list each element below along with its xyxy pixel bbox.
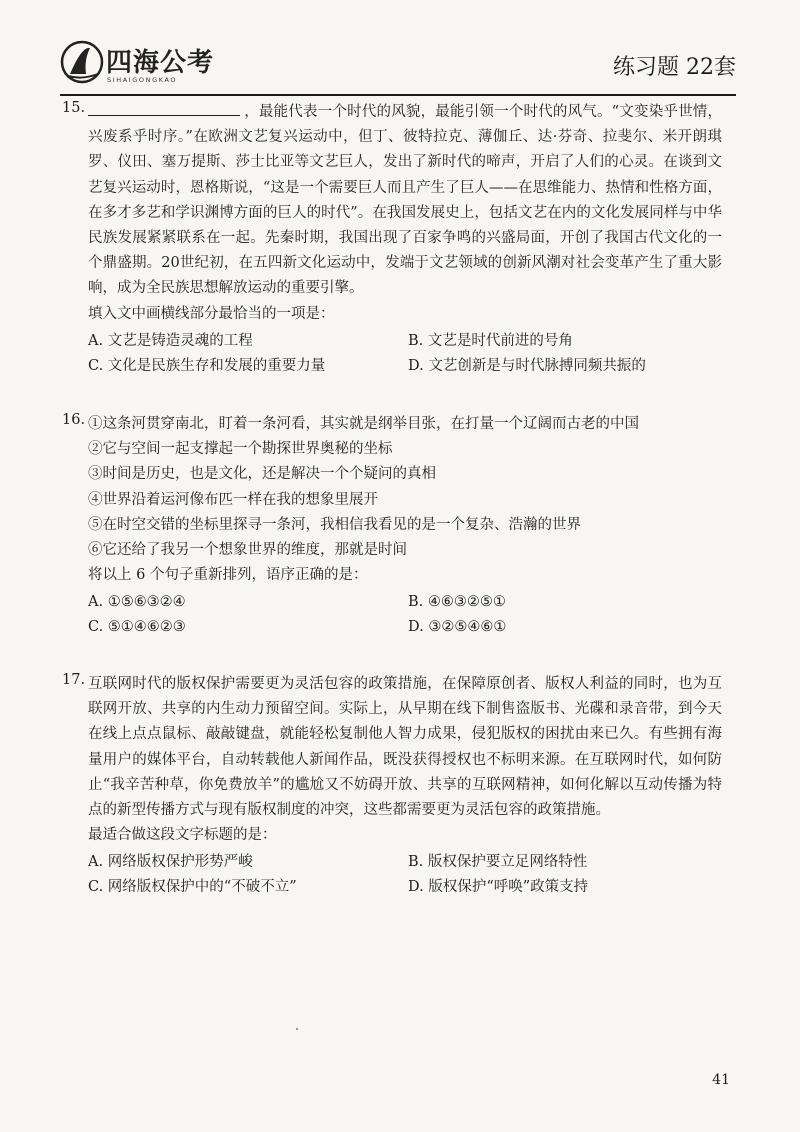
sentence-4: ④世界沿着运河像布匹一样在我的想象里展开 xyxy=(88,491,378,508)
question-prompt: 最适合做这段文字标题的是： xyxy=(88,827,277,844)
question-prompt: 填入文中画横线部分最恰当的一项是： xyxy=(88,305,335,322)
question-number: 17. xyxy=(62,672,86,688)
option-b[interactable]: B. 文艺是时代前进的号角 xyxy=(408,332,573,349)
option-c[interactable]: C. 网络版权保护中的“不破不立” xyxy=(88,879,297,896)
logo xyxy=(60,36,300,92)
options xyxy=(88,329,722,379)
logo-text: 四海公考 xyxy=(106,48,215,78)
options xyxy=(88,850,722,900)
page-header xyxy=(60,36,736,96)
question-prompt: 将以上 6 个句子重新排列，语序正确的是： xyxy=(88,567,368,584)
question-16 xyxy=(62,412,722,640)
logo-subtext: SIHAIGONGKAO xyxy=(107,76,178,84)
question-17 xyxy=(62,672,722,900)
option-a[interactable]: A. ①⑤⑥③②④ xyxy=(88,594,186,611)
question-passage xyxy=(88,100,722,302)
question-number: 16. xyxy=(62,412,86,428)
question-number: 15. xyxy=(62,100,86,116)
options xyxy=(88,590,722,640)
option-c[interactable]: C. 文化是民族生存和发展的重要力量 xyxy=(88,357,326,374)
option-d[interactable]: D. 版权保护“呼唤”政策支持 xyxy=(408,879,589,896)
passage-text: ，最能代表一个时代的风貌，最能引领一个时代的风气。“文变染乎世情，兴废系乎时序。”在欧洲文艺复兴运动中，但丁、彼特拉克、薄伽丘、达·芬奇、拉斐尔、米开朗琪罗、仪田、塞万提斯、莎士比亚等文艺巨人，发出了新时代的啼声，开启了人们的心灵。在谈到文艺复兴运动时，恩格斯说，“这是一个需要巨人而且产生了巨人——在思维能力、热情和性格方面，在多才多艺和学识渊博方面的巨人的时代”。在我国发展史上，包括文艺在内的文化发展同样与中华民族发展紧紧联系在一起。先秦时期，我国出现了百家争鸣的兴盛局面，开创了我国古代文化的一个鼎盛期。20世纪初，在五四新文化运动中，发端于文艺领域的创新风潮对社会变革产生了重大影响，成为全民族思想解放运动的重要引擎。 xyxy=(88,104,722,297)
scan-speck xyxy=(296,1028,298,1030)
option-a[interactable]: A. 网络版权保护形势严峻 xyxy=(88,854,253,871)
sentence-3: ③时间是历史，也是文化，还是解决一个个疑问的真相 xyxy=(88,466,436,483)
option-b[interactable]: B. 版权保护要立足网络特性 xyxy=(408,854,588,871)
header-divider xyxy=(60,94,736,96)
question-passage: 互联网时代的版权保护需要更为灵活包容的政策措施，在保障原创者、版权人利益的同时，也为互联网开放、共享的内生动力预留空间。实际上，从早期在线下制售盗版书、光碟和录音带，到今天在线上点点鼠标、敲敲键盘，就能轻松复制他人智力成果，侵犯版权的困扰由来已久。有些拥有海量用户的媒体平台，自动转载他人新闻作品，既没获得授权也不标明来源。在互联网时代，如何防止“我辛苦种草，你免费放羊”的尴尬又不妨碍开放、共享的互联网精神，如何化解以互动传播为特点的新型传播方式与现有版权制度的冲突，这些都需要更为灵活包容的政策措施。 xyxy=(88,676,722,819)
page-number: 41 xyxy=(712,1072,730,1088)
fill-blank xyxy=(88,101,240,116)
option-b[interactable]: B. ④⑥③②⑤① xyxy=(408,594,506,611)
header-title: 练习题 22套 xyxy=(613,55,736,80)
question-15 xyxy=(62,100,722,379)
option-c[interactable]: C. ⑤①④⑥②③ xyxy=(88,619,186,636)
sentence-6: ⑥它还给了我另一个想象世界的维度，那就是时间 xyxy=(88,542,407,559)
sentence-1: ①这条河贯穿南北，盯着一条河看，其实就是纲举目张，在打量一个辽阔而古老的中国 xyxy=(88,416,639,432)
option-a[interactable]: A. 文艺是铸造灵魂的工程 xyxy=(88,332,253,349)
option-d[interactable]: D. ③②⑤④⑥① xyxy=(408,619,507,636)
sentence-5: ⑤在时空交错的坐标里探寻一条河，我相信我看见的是一个复杂、浩瀚的世界 xyxy=(88,516,581,533)
sentence-2: ②它与空间一起支撑起一个勘探世界奥秘的坐标 xyxy=(88,441,393,458)
sail-logo-icon xyxy=(60,40,104,84)
option-d[interactable]: D. 文艺创新是与时代脉搏同频共振的 xyxy=(408,357,646,374)
